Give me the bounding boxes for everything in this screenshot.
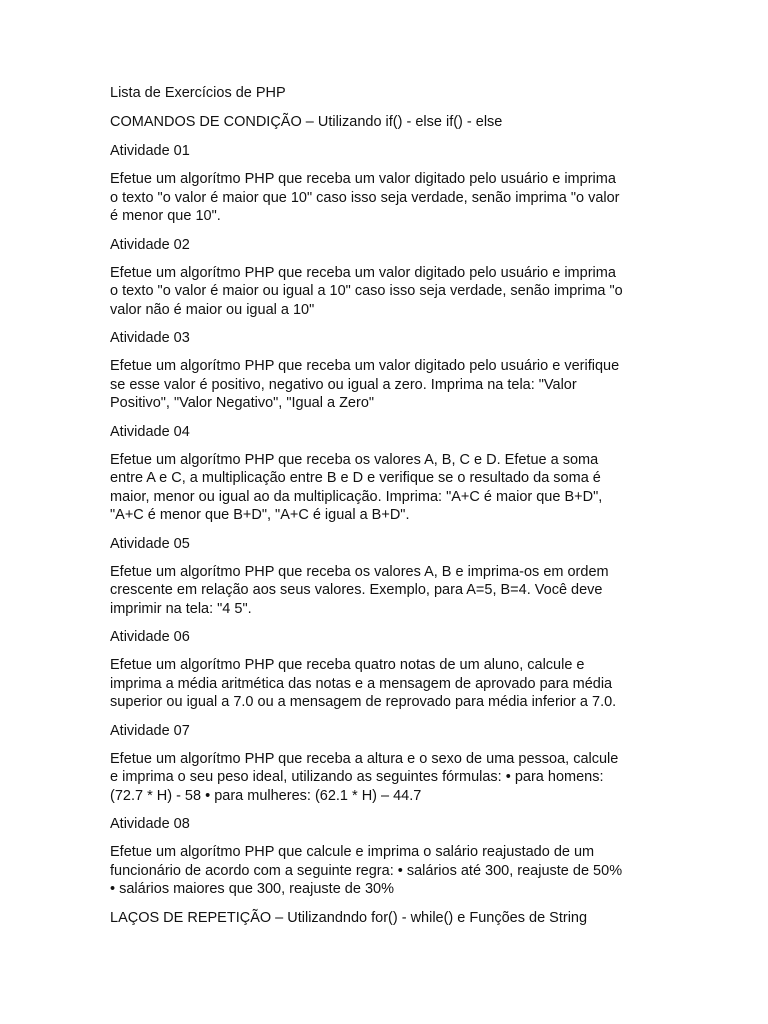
activity-text [110, 451, 662, 525]
text-line: Efetue um algorítmo PHP que receba os valores A, B e imprima-os em ordem [110, 563, 609, 580]
activity-05 [110, 535, 662, 619]
activity-04 [110, 423, 662, 525]
text-line: é menor que 10". [110, 208, 221, 224]
text-line: "A+C é menor que B+D", "A+C é igual a B+D". [110, 507, 410, 523]
activity-06 [110, 628, 662, 712]
text-line: entre A e C, a multiplicação entre B e D e verifique se o resultado da soma é [110, 470, 601, 486]
text-line: superior ou igual a 7.0 ou a mensagem de reprovado para média inferior a 7.0. [110, 694, 617, 710]
text-line: funcionário de acordo com a seguinte regra: • salários até 300, reajuste de 50% [110, 862, 623, 879]
activity-text [110, 264, 662, 320]
text-line: Efetue um algorítmo PHP que receba os valores A, B, C e D. Efetue a soma [110, 451, 599, 468]
activity-text [110, 750, 662, 806]
activity-08 [110, 815, 662, 899]
activity-heading: Atividade 04 [110, 423, 190, 440]
activity-text [110, 563, 662, 619]
text-line: Efetue um algorítmo PHP que receba quatro notas de um aluno, calcule e [110, 657, 585, 673]
text-line: se esse valor é positivo, negativo ou igual a zero. Imprima na tela: "Valor [110, 376, 577, 393]
activity-text [110, 656, 662, 712]
activity-heading: Atividade 02 [110, 236, 190, 253]
activity-07 [110, 722, 662, 806]
activity-text [110, 357, 662, 413]
text-line: • salários maiores que 300, reajuste de 30% [110, 881, 394, 897]
activity-text [110, 170, 662, 226]
document-page [110, 84, 662, 938]
activity-heading: Atividade 06 [110, 629, 190, 645]
text-line: Positivo", "Valor Negativo", "Igual a Zero" [110, 395, 375, 411]
activity-heading: Atividade 01 [110, 143, 190, 159]
text-line: Efetue um algorítmo PHP que receba um valor digitado pelo usuário e imprima [110, 171, 616, 187]
text-line: e imprima o seu peso ideal, utilizando as seguintes fórmulas: • para homens: [110, 769, 604, 785]
text-line: Efetue um algorítmo PHP que calcule e imprima o salário reajustado de um [110, 844, 595, 860]
text-line: maior, menor ou igual ao da multiplicação. Imprima: "A+C é maior que B+D", [110, 488, 603, 505]
text-line: o texto "o valor é maior que 10" caso isso seja verdade, senão imprima "o valor [110, 189, 620, 206]
text-line: valor não é maior ou igual a 10" [110, 301, 315, 318]
text-line: imprima a média aritmética das notas e a mensagem de aprovado para média [110, 675, 613, 692]
activity-text [110, 843, 662, 899]
text-line: Efetue um algorítmo PHP que receba um valor digitado pelo usuário e verifique [110, 358, 620, 374]
text-line: Efetue um algorítmo PHP que receba um valor digitado pelo usuário e imprima [110, 264, 616, 281]
activity-03 [110, 329, 662, 413]
section-heading-conditions: COMANDOS DE CONDIÇÃO – Utilizando if() - else if() - else [110, 114, 503, 130]
activity-heading: Atividade 05 [110, 535, 190, 552]
text-line: o texto "o valor é maior ou igual a 10" caso isso seja verdade, senão imprima "o [110, 283, 623, 299]
text-line: Efetue um algorítmo PHP que receba a altura e o sexo de uma pessoa, calcule [110, 750, 619, 767]
activity-heading: Atividade 07 [110, 722, 190, 739]
text-line: crescente em relação aos seus valores. Exemplo, para A=5, B=4. Você deve [110, 582, 603, 598]
text-line: (72.7 * H) - 58 • para mulheres: (62.1 * H) – 44.7 [110, 787, 422, 804]
section-heading-loops: LAÇOS DE REPETIÇÃO – Utilizandndo for() - while() e Funções de String [110, 909, 588, 926]
activity-01 [110, 142, 662, 226]
text-line: imprimir na tela: "4 5". [110, 600, 252, 617]
activity-02 [110, 236, 662, 320]
activity-heading: Atividade 03 [110, 330, 190, 346]
activity-heading: Atividade 08 [110, 816, 190, 832]
document-title: Lista de Exercícios de PHP [110, 85, 286, 101]
